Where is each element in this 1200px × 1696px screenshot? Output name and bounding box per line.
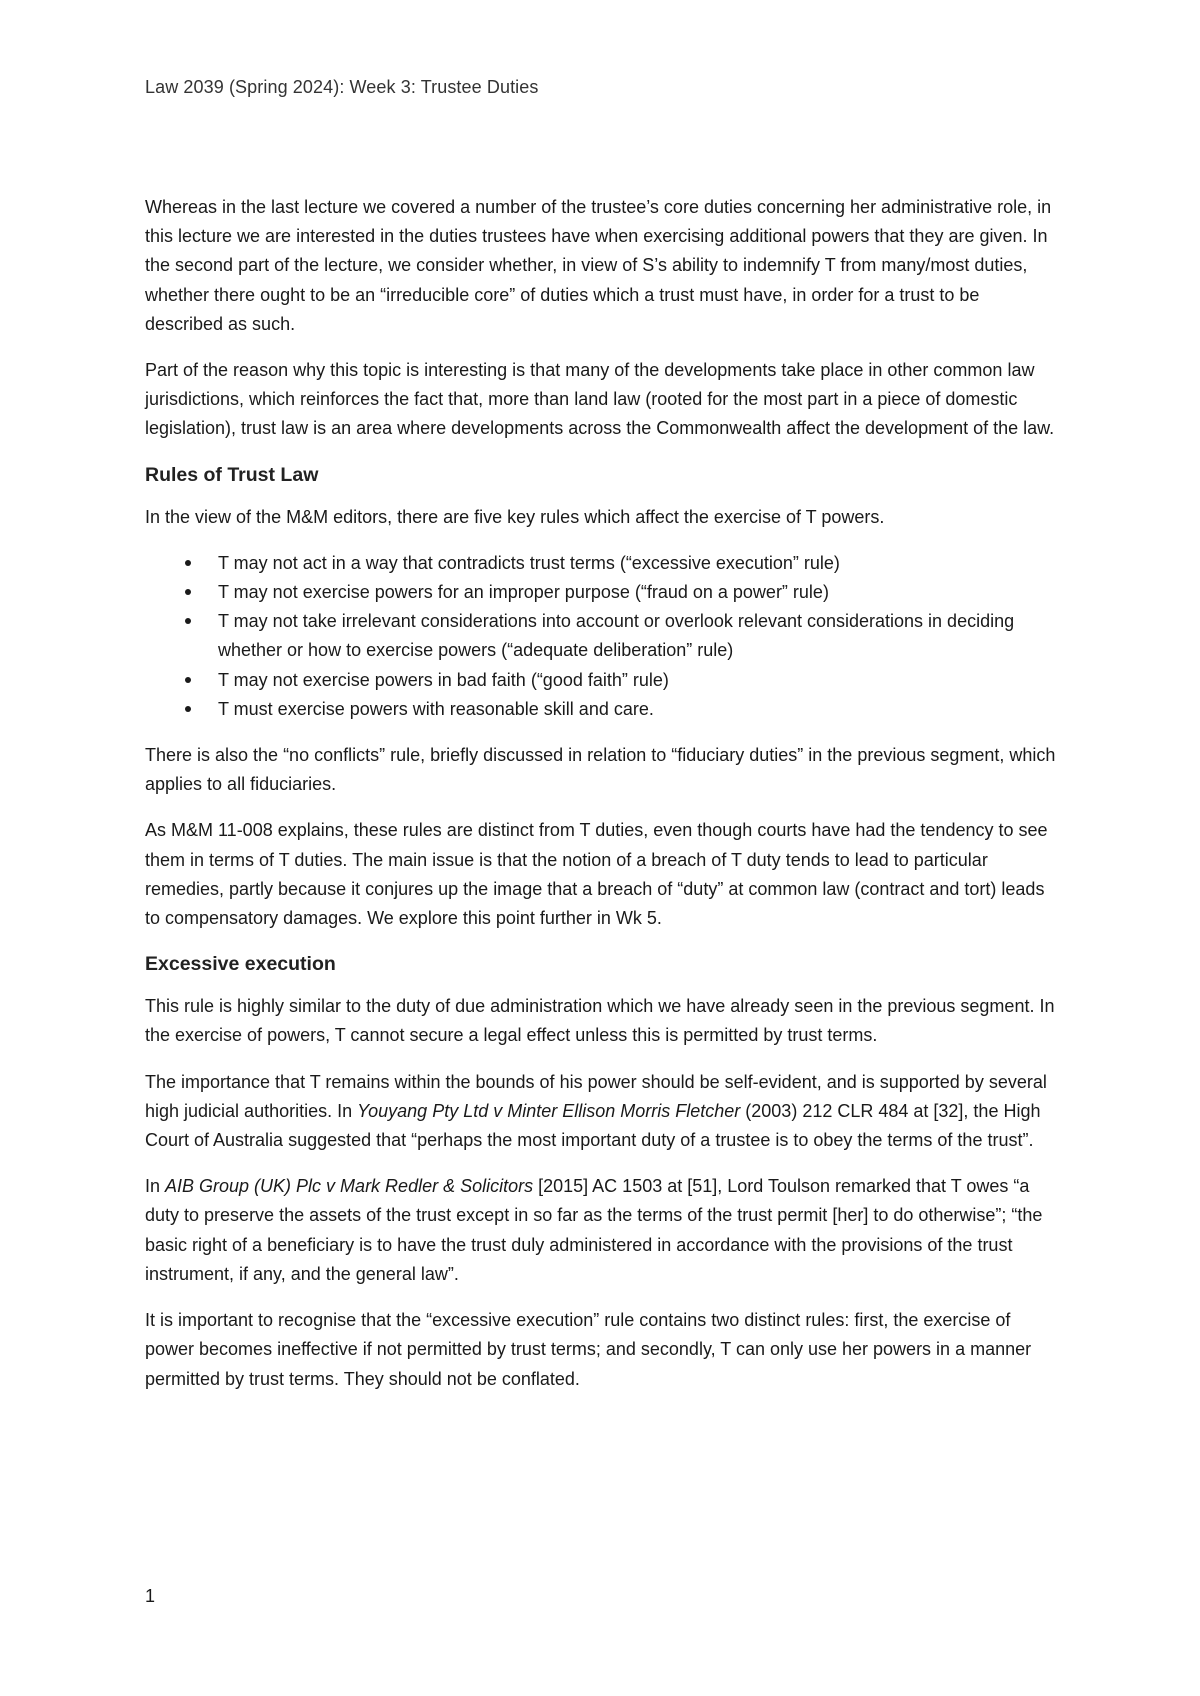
intro-paragraph-2: Part of the reason why this topic is interesting is that many of the developments take place in other common law jurisdictions, which reinforces the fact that, more than land law (rooted for the most part in a piece of domestic legislation), trust law is an area where developments across the Commonwealth affect the development of the law. <box>145 360 1055 439</box>
rules-list-item <box>218 607 1060 665</box>
bullet-icon <box>185 695 191 724</box>
rules-heading: Rules of Trust Law <box>145 463 319 486</box>
text-run: In <box>145 1176 166 1197</box>
rules-list-item <box>218 578 1060 607</box>
bullet-icon <box>185 549 191 578</box>
rules-list-item <box>218 695 1060 724</box>
rules-list-item-text: T may not exercise powers for an improper purpose (“fraud on a power” rule) <box>218 582 829 603</box>
document-body <box>145 193 1060 1411</box>
case-citation: AIB Group (UK) Plc v Mark Redler & Solicitors <box>165 1176 534 1197</box>
text-run: [2015] AC 1503 at [51], Lord Toulson remarked that T owes “a duty to preserve the assets of the trust except in so far as the terms of the trust permit [her] to do otherwise”; “the basic right of a beneficiary is to have the trust duly administered in accordance with the provisions of the trust instrument, if any, and the general law”. <box>145 1176 1043 1284</box>
rules-list-item-text: T must exercise powers with reasonable skill and care. <box>218 698 654 719</box>
rules-lead-paragraph: In the view of the M&M editors, there are five key rules which affect the exercise of T powers. <box>145 506 885 527</box>
distinct-rules-paragraph: As M&M 11-008 explains, these rules are distinct from T duties, even though courts have had the tendency to see them in terms of T duties. The main issue is that the notion of a breach of T duty tends to lead to particular remedies, partly because it conjures up the image that a breach of “duty” at common law (contract and tort) leads to compensatory damages. We explore this point further in Wk 5. <box>145 820 1048 929</box>
text-run: The importance that T remains within the bounds of his power should be self-evident, and is supported by several high judicial authorities. In <box>145 1071 1047 1121</box>
rules-list <box>145 549 1060 724</box>
bullet-icon <box>185 578 191 607</box>
intro-paragraph-1: Whereas in the last lecture we covered a number of the trustee’s core duties concerning her administrative role, in this lecture we are interested in the duties trustees have when exercising additional powers that they are given. In the second part of the lecture, we consider whether, in view of S’s ability to indemnify T from many/most duties, whether there ought to be an “irreducible core” of duties which a trust must have, in order for a trust to be described as such. <box>145 197 1052 334</box>
rules-list-item <box>218 666 1060 695</box>
excessive-paragraph-4: It is important to recognise that the “excessive execution” rule contains two distinct rules: first, the exercise of power becomes ineffective if not permitted by trust terms; and secondly, T can only use her powers in a manner permitted by trust terms. They should not be conflated. <box>145 1310 1032 1389</box>
excessive-execution-heading: Excessive execution <box>145 953 336 976</box>
conflicts-paragraph: There is also the “no conflicts” rule, briefly discussed in relation to “fiduciary duties” in the previous segment, which applies to all fiduciaries. <box>145 745 1056 795</box>
text-run: (2003) 212 CLR 484 at [32], the High Court of Australia suggested that “perhaps the most important duty of a trustee is to obey the terms of the trust”. <box>145 1100 1041 1151</box>
case-citation: Youyang Pty Ltd v Minter Ellison Morris Fletcher <box>357 1100 741 1121</box>
bullet-icon <box>185 666 191 695</box>
rules-list-item-text: T may not act in a way that contradicts trust terms (“excessive execution” rule) <box>218 552 840 573</box>
rules-list-item-text: T may not take irrelevant considerations into account or overlook relevant considerations in deciding whether or how to exercise powers (“adequate deliberation” rule) <box>218 611 1015 661</box>
rules-list-item <box>218 549 1060 578</box>
excessive-paragraph-2 <box>145 1068 1060 1156</box>
page-header: Law 2039 (Spring 2024): Week 3: Trustee Duties <box>145 77 539 97</box>
excessive-paragraph-1: This rule is highly similar to the duty of due administration which we have already seen in the previous segment. In the exercise of powers, T cannot secure a legal effect unless this is permitted by trust terms. <box>145 996 1055 1046</box>
bullet-icon <box>185 607 191 636</box>
page-number: 1 <box>145 1586 156 1606</box>
rules-list-item-text: T may not exercise powers in bad faith (“good faith” rule) <box>218 669 669 690</box>
excessive-paragraph-3 <box>145 1172 1060 1289</box>
